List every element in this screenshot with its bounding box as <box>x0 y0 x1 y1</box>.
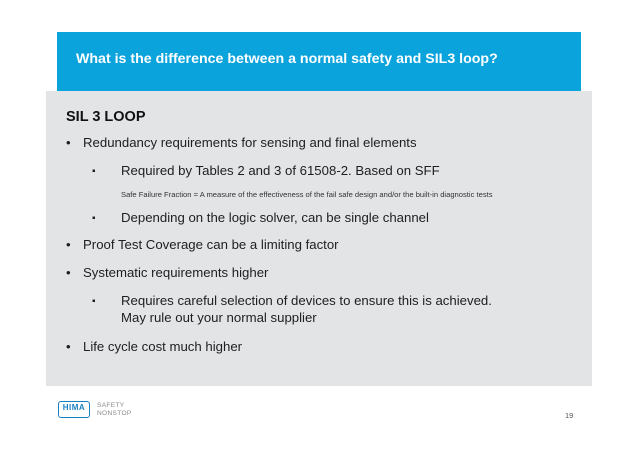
tagline-line-2: NONSTOP <box>97 410 132 417</box>
bullet-icon: • <box>66 237 71 252</box>
bullet-icon: • <box>66 339 71 354</box>
list-item-text: Proof Test Coverage can be a limiting factor <box>83 237 339 252</box>
page-number: 19 <box>565 411 574 420</box>
list-item-text: Systematic requirements higher <box>83 265 269 280</box>
square-bullet-icon: ▪ <box>92 166 96 177</box>
list-item-text: Redundancy requirements for sensing and final elements <box>83 135 417 150</box>
hima-logo <box>58 401 90 418</box>
list-item-text: Requires careful selection of devices to ensure this is achieved. <box>121 293 492 308</box>
content-panel <box>46 91 592 386</box>
title-bar <box>57 32 581 91</box>
list-item-text-continued: May rule out your normal supplier <box>121 310 317 325</box>
footnote: Safe Failure Fraction = A measure of the effectiveness of the fail safe design and/or the built-in diagnostic tests <box>121 190 493 199</box>
square-bullet-icon: ▪ <box>92 296 96 307</box>
list-item-text: Required by Tables 2 and 3 of 61508-2. Based on SFF <box>121 163 440 178</box>
tagline-line-1: SAFETY <box>97 402 125 409</box>
section-heading: SIL 3 LOOP <box>66 109 146 125</box>
square-bullet-icon: ▪ <box>92 213 96 224</box>
bullet-icon: • <box>66 265 71 280</box>
list-item-text: Depending on the logic solver, can be single channel <box>121 210 429 225</box>
bullet-icon: • <box>66 135 71 150</box>
slide-title: What is the difference between a normal safety and SIL3 loop? <box>76 51 498 67</box>
list-item-text: Life cycle cost much higher <box>83 339 243 354</box>
logo-text: HIMA <box>62 403 86 412</box>
